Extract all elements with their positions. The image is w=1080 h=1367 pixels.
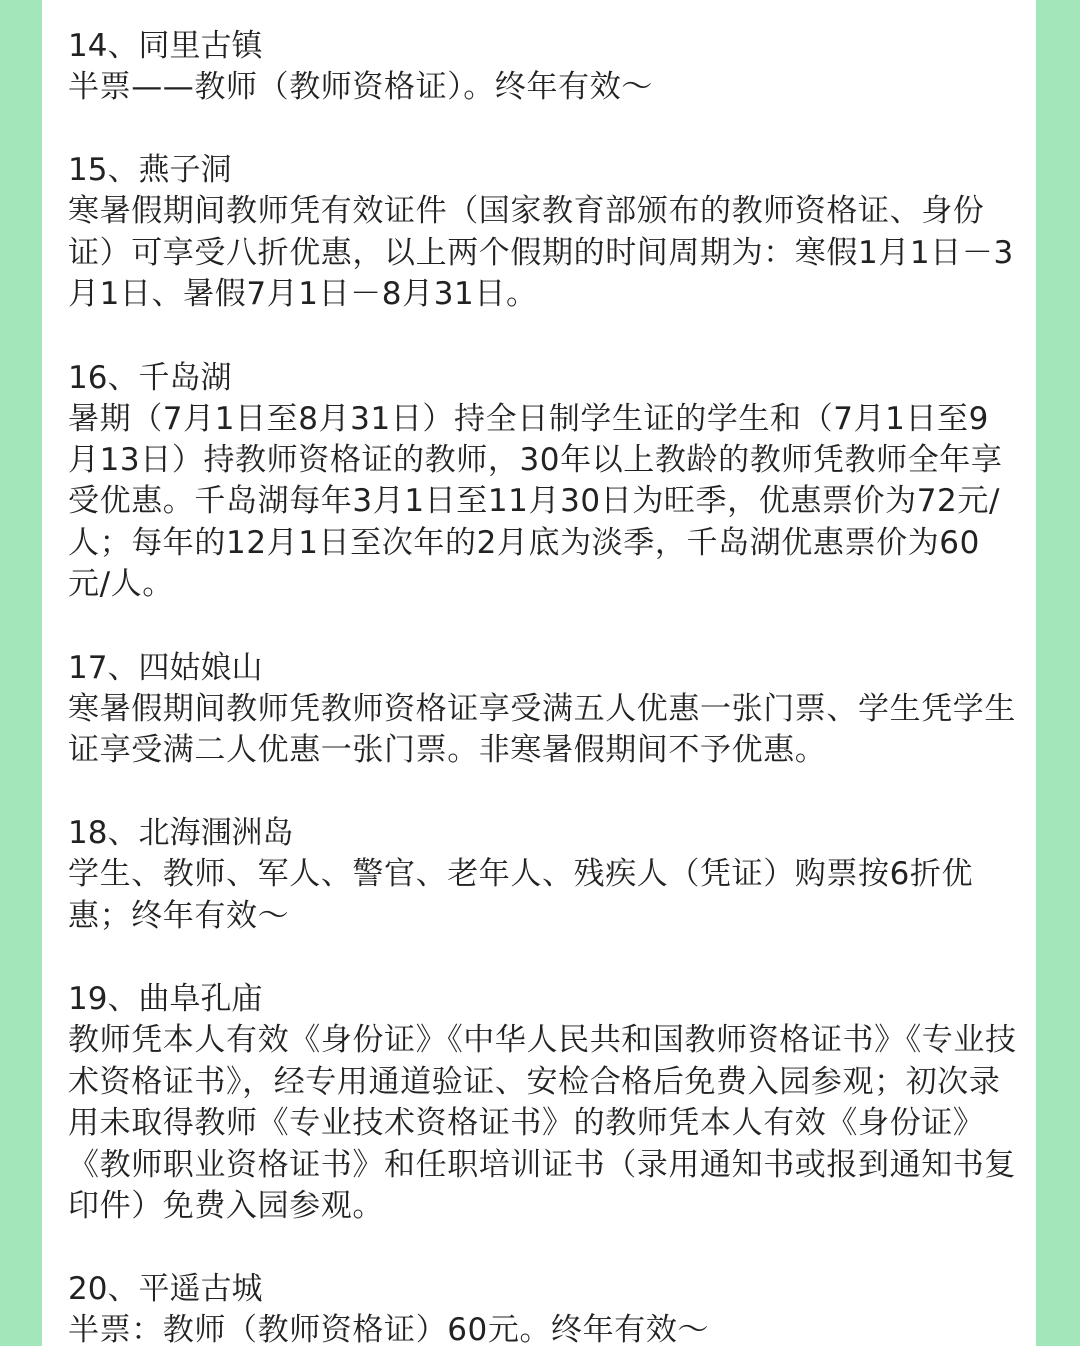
entry-body: 学生、教师、军人、警官、老年人、残疾人（凭证）购票按6折优惠；终年有效～: [68, 856, 974, 934]
entry-body: 暑期（7月1日至8月31日）持全日制学生证的学生和（7月1日至9月13日）持教师资格证的教师，30年以上教龄的教师凭教师全年享受优惠。千岛湖每年3月1日至11月30日为旺季，优惠票价为72元/人；每年的12月1日至次年的2月底为淡季，千岛湖优惠票价为60元/人。: [68, 400, 1003, 603]
entry-title: 17、四姑娘山: [68, 649, 263, 686]
entry-item: [68, 150, 1018, 315]
entry-title: 14、同里古镇: [68, 28, 263, 64]
entry-title: 20、平遥古城: [68, 1271, 263, 1308]
entry-body: 寒暑假期间教师凭教师资格证享受满五人优惠一张门票、学生凭学生证享受满二人优惠一张门票。非寒暑假期间不予优惠。: [68, 690, 1016, 769]
entry-item: [68, 979, 1018, 1227]
entry-title: 15、燕子洞: [68, 152, 232, 189]
bottom-band: [0, 1346, 1080, 1367]
entry-list: [68, 26, 1018, 1346]
entry-title: 16、千岛湖: [68, 359, 232, 396]
left-margin-stripe: [0, 0, 42, 1367]
entry-body: 半票：教师（教师资格证）60元。终年有效～: [68, 1312, 710, 1346]
entry-body: 教师凭本人有效《身份证》《中华人民共和国教师资格证书》《专业技术资格证书》，经专用通道验证、安检合格后免费入园参观；初次录用未取得教师《专业技术资格证书》的教师凭本人有效《身份证》《教师职业资格证书》和任职培训证书（录用通知书或报到通知书复印件）免费入园参观。: [68, 1022, 1017, 1224]
entry-title: 19、曲阜孔庙: [68, 981, 263, 1018]
right-margin-stripe: [1036, 0, 1080, 1367]
document-page: [42, 0, 1036, 1346]
entry-item: [68, 26, 1018, 108]
entry-item: [68, 813, 1018, 937]
entry-item: [68, 1269, 1018, 1346]
entry-item: [68, 648, 1018, 772]
entry-body: 半票——教师（教师资格证）。终年有效～: [68, 69, 653, 105]
entry-title: 18、北海涠洲岛: [68, 815, 294, 852]
entry-item: [68, 358, 1018, 606]
entry-body: 寒暑假期间教师凭有效证件（国家教育部颁布的教师资格证、身份证）可享受八折优惠，以上两个假期的时间周期为：寒假1月1日－3月1日、暑假7月1日－8月31日。: [68, 193, 1014, 313]
